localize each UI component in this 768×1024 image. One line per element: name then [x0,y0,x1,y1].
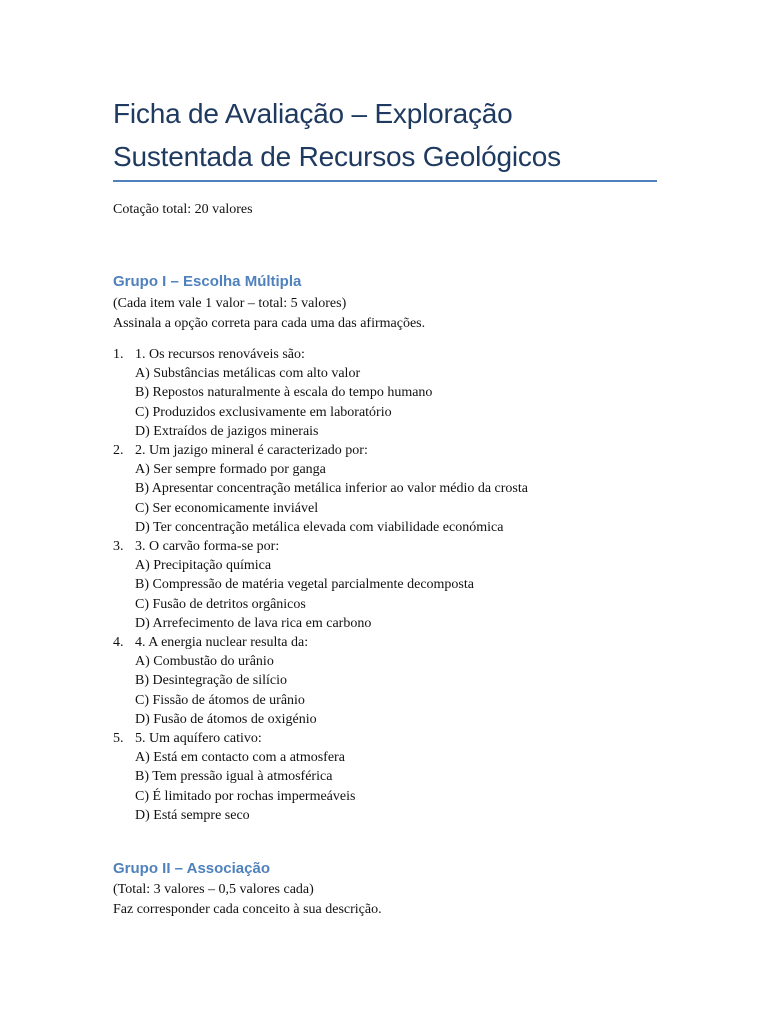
question-text: 1. Os recursos renováveis são: [135,347,305,362]
answer-option: C) Fissão de átomos de urânio [135,692,305,708]
title-line-2: Sustentada de Recursos Geológicos [113,141,561,172]
group-1-instruction: Assinala a opção correta para cada uma das afirmações. [113,316,426,331]
answer-option: D) Ter concentração metálica elevada com viabilidade económica [135,519,504,535]
group-2-instruction: Faz corresponder cada conceito à sua descrição. [113,902,382,917]
group-1-note: (Cada item vale 1 valor – total: 5 valores) [113,296,347,311]
question-number: 4. [113,635,124,650]
group-2-note: (Total: 3 valores – 0,5 valores cada) [113,882,314,897]
question-number: 5. [113,731,124,746]
question-text: 4. A energia nuclear resulta da: [135,635,309,650]
group-2-heading: Grupo II – Associação [113,860,270,877]
answer-option: D) Arrefecimento de lava rica em carbono [135,615,372,631]
answer-option: D) Fusão de átomos de oxigénio [135,711,317,727]
group-1-heading: Grupo I – Escolha Múltipla [113,273,302,290]
answer-option: B) Compressão de matéria vegetal parcialmente decomposta [135,577,474,593]
answer-option: B) Apresentar concentração metálica inferior ao valor médio da crosta [135,481,528,497]
question-number: 2. [113,443,124,458]
question-text: 5. Um aquífero cativo: [135,731,262,746]
question-number: 1. [113,347,124,362]
answer-option: B) Repostos naturalmente à escala do tempo humano [135,385,433,401]
answer-option: A) Combustão do urânio [135,654,274,670]
title-line-1: Ficha de Avaliação – Exploração [113,98,513,129]
question-number: 3. [113,539,124,554]
document-title [113,92,673,178]
answer-option: B) Desintegração de silício [135,673,288,689]
answer-option: A) Está em contacto com a atmosfera [135,750,345,766]
title-divider [113,180,657,182]
answer-option: C) Ser economicamente inviável [135,500,319,516]
total-score: Cotação total: 20 valores [113,202,253,217]
answer-option: A) Substâncias metálicas com alto valor [135,366,361,382]
question-text: 3. O carvão forma-se por: [135,539,280,554]
answer-option: C) Produzidos exclusivamente em laboratório [135,404,392,420]
answer-option: D) Extraídos de jazigos minerais [135,423,319,439]
answer-option: A) Precipitação química [135,558,272,574]
answer-option: C) É limitado por rochas impermeáveis [135,788,356,804]
answer-option: D) Está sempre seco [135,807,250,823]
answer-option: A) Ser sempre formado por ganga [135,462,326,478]
question-text: 2. Um jazigo mineral é caracterizado por: [135,443,368,458]
answer-option: B) Tem pressão igual à atmosférica [135,769,333,785]
answer-option: C) Fusão de detritos orgânicos [135,596,306,612]
